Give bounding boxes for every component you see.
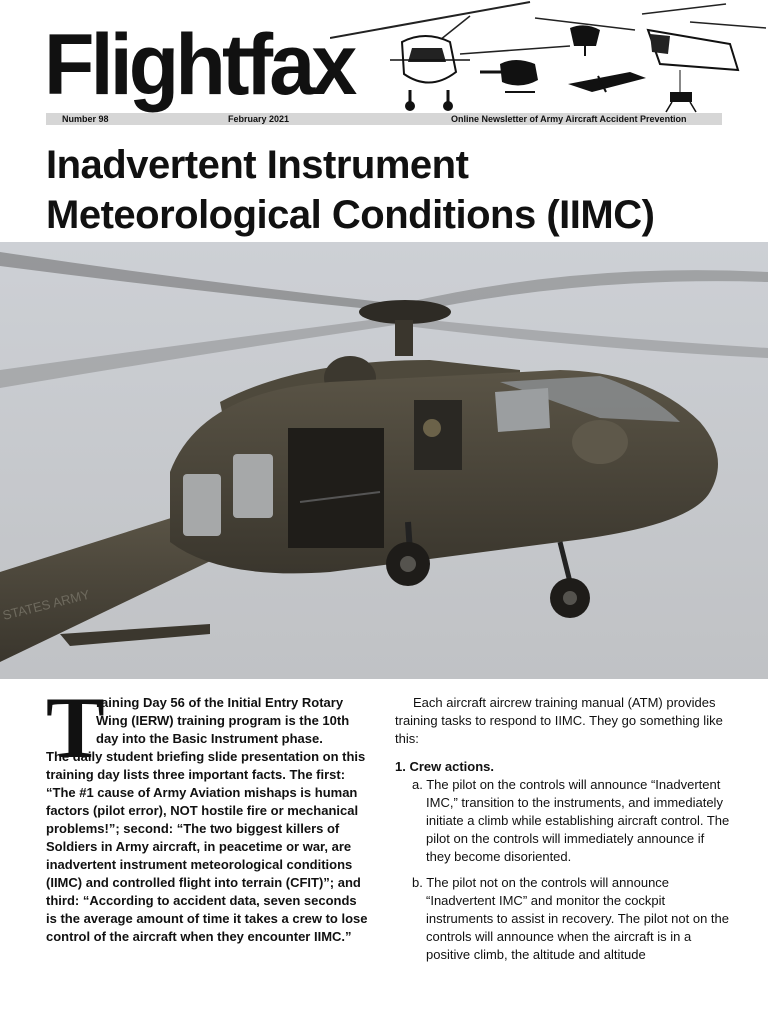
fuselage-lettering: STATES ARMY [1, 586, 92, 623]
list-item-a: a. The pilot on the controls will announce “Inadvertent IMC,” transition to the instruments, and immediately initiate a climb while establishing aircraft control. The pilot on the controls will immediately announce if they become disoriented. [412, 777, 730, 864]
section-heading: 1. Crew actions. [395, 759, 494, 774]
issue-number: Number 98 [62, 114, 109, 124]
title-line-2: Meteorological Conditions (IIMC) [46, 193, 655, 237]
title-line-1: Inadvertent Instrument [46, 143, 469, 187]
issue-band [46, 113, 722, 125]
helicopter-photo [0, 242, 768, 679]
helicopter-photo-art [0, 242, 768, 679]
article-title [46, 140, 746, 240]
left-body: The daily student briefing slide presentation on this training day lists three important facts. The first: “The #1 cause of Army Aviation mishaps is human factors (pilot error), NOT hostile fire or mechanical problems!”; second: “The two biggest killers of Soldiers in Army aircraft, in peacetime or war, are inadvertent instrument meteorological conditions (IIMC) and controlled flight into terrain (CFIT)”; and third: “According to accident data, seven seconds is the average amount of time it takes a crew to lose control of the aircraft when they encounter IIMC.” [46, 749, 368, 944]
list-item-b: b. The pilot not on the controls will announce “Inadvertent IMC” and monitor the cockpit instruments to assist in recovery. The pilot not on the controls will announce when the aircraft is in a positive climb, the altitude and altitude [412, 875, 729, 962]
masthead-logo: Flightfax [44, 17, 354, 113]
article-right-column [395, 694, 730, 964]
article-left-column [46, 680, 370, 946]
drop-cap: T [46, 680, 105, 777]
masthead [0, 0, 768, 132]
left-lead: raining Day 56 of the Initial Entry Rotary Wing (IERW) training program is the 10th day into the Basic Instrument phase. [96, 695, 350, 746]
helicopter-illustrations [330, 0, 768, 128]
right-intro: Each aircraft aircrew training manual (ATM) provides training tasks to respond to IIMC. They go something like this: [395, 695, 723, 746]
newsletter-tagline: Online Newsletter of Army Aircraft Accident Prevention [451, 114, 687, 124]
issue-date: February 2021 [228, 114, 290, 124]
